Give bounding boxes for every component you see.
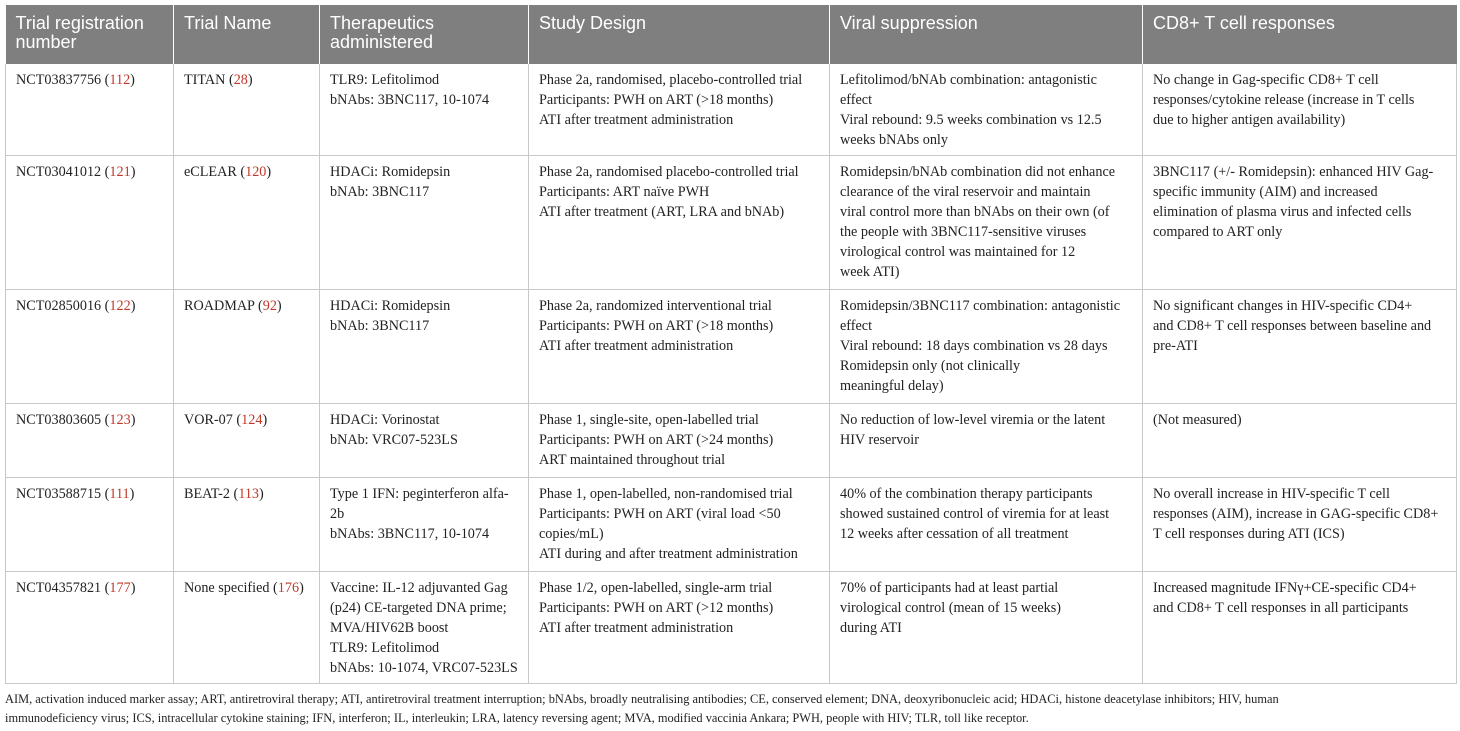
- reference-link[interactable]: 28: [233, 72, 248, 88]
- header-study-design: [529, 5, 830, 64]
- reference-link[interactable]: 122: [109, 298, 131, 314]
- trial-name: TITAN: [184, 72, 226, 88]
- cell-line: HDACi: Romidepsin: [330, 298, 451, 314]
- header-registration: [6, 5, 174, 64]
- cell-study-design: [529, 572, 830, 684]
- cell-cd8-responses: [1143, 290, 1457, 404]
- cell-line: Participants: PWH on ART (viral load <50: [539, 506, 781, 522]
- cell-line: Viral rebound: 18 days combination vs 28 days: [840, 338, 1108, 354]
- cell-viral-suppression: [830, 290, 1143, 404]
- cell-line: No significant changes in HIV-specific CD4+: [1153, 298, 1413, 314]
- cell-line: (Not measured): [1153, 412, 1242, 428]
- cell-therapeutics: [320, 290, 529, 404]
- registration-id: NCT03588715: [16, 486, 102, 502]
- reference-link[interactable]: 121: [109, 164, 131, 180]
- table-row: [6, 478, 1457, 572]
- cell-cd8-responses: [1143, 572, 1457, 684]
- cell-line: Phase 2a, randomized interventional trial: [539, 298, 772, 314]
- cell-cd8-responses: [1143, 64, 1457, 156]
- cell-viral-suppression: [830, 156, 1143, 290]
- cell-line: (p24) CE-targeted DNA prime;: [330, 600, 507, 616]
- cell-line: Participants: PWH on ART (>24 months): [539, 432, 774, 448]
- cell-line: Type 1 IFN: peginterferon alfa-: [330, 486, 509, 502]
- cell-line: ATI after treatment administration: [539, 112, 734, 128]
- cell-trial-name: eCLEAR (120): [174, 156, 320, 290]
- header-text: administered: [330, 32, 434, 52]
- cell-study-design: [529, 404, 830, 478]
- cell-line: Participants: PWH on ART (>18 months): [539, 318, 774, 334]
- cell-line: viral control more than bNAbs on their own (of: [840, 204, 1110, 220]
- cell-line: ATI after treatment (ART, LRA and bNAb): [539, 204, 785, 220]
- cell-line: effect: [840, 318, 873, 334]
- cell-line: Participants: ART naïve PWH: [539, 184, 710, 200]
- trial-table: [5, 5, 1457, 684]
- cell-line: and CD8+ T cell responses in all participants: [1153, 600, 1409, 616]
- cell-line: T cell responses during ATI (ICS): [1153, 526, 1345, 542]
- cell-therapeutics: [320, 404, 529, 478]
- cell-line: 70% of participants had at least partial: [840, 580, 1059, 596]
- trial-name: ROADMAP: [184, 298, 255, 314]
- header-text: Viral suppression: [840, 13, 978, 33]
- reference-link[interactable]: 113: [238, 486, 260, 502]
- cell-cd8-responses: [1143, 404, 1457, 478]
- cell-line: HDACi: Vorinostat: [330, 412, 440, 428]
- cell-line: weeks bNAbs only: [840, 132, 948, 148]
- cell-study-design: [529, 290, 830, 404]
- cell-line: MVA/HIV62B boost: [330, 620, 449, 636]
- header-text: Study Design: [539, 13, 647, 33]
- trial-table-container: [5, 5, 1456, 684]
- cell-line: TLR9: Lefitolimod: [330, 72, 440, 88]
- table-body: [6, 64, 1457, 684]
- cell-line: bNAb: VRC07-523LS: [330, 432, 458, 448]
- cell-line: during ATI: [840, 620, 902, 636]
- cell-line: Phase 1, open-labelled, non-randomised trial: [539, 486, 793, 502]
- reference-link[interactable]: 124: [241, 412, 263, 428]
- reference-link[interactable]: 92: [262, 298, 277, 314]
- cell-line: Phase 2a, randomised placebo-controlled trial: [539, 164, 799, 180]
- cell-line: 3BNC117 (+/- Romidepsin): enhanced HIV Gag-: [1153, 164, 1434, 180]
- table-row: [6, 572, 1457, 684]
- footnote-line: immunodeficiency virus; ICS, intracellular cytokine staining; IFN, interferon; IL, interleukin; LRA, latency reversing agent; MVA, modified vaccinia Ankara; PWH, people with HIV; TLR, toll like receptor.: [5, 711, 1029, 725]
- cell-line: Phase 2a, randomised, placebo-controlled trial: [539, 72, 803, 88]
- table-row: [6, 64, 1457, 156]
- cell-line: virological control was maintained for 12: [840, 244, 1076, 260]
- trial-name: None specified: [184, 580, 270, 596]
- cell-therapeutics: [320, 478, 529, 572]
- header-row: [6, 5, 1457, 64]
- cell-line: the people with 3BNC117-sensitive viruses: [840, 224, 1087, 240]
- cell-viral-suppression: [830, 478, 1143, 572]
- cell-registration: NCT04357821 (177): [6, 572, 174, 684]
- registration-id: NCT03041012: [16, 164, 102, 180]
- cell-trial-name: None specified (176): [174, 572, 320, 684]
- cell-line: pre-ATI: [1153, 338, 1198, 354]
- cell-line: responses (AIM), increase in GAG-specific CD8+: [1153, 506, 1439, 522]
- header-text: Therapeutics: [330, 13, 435, 33]
- cell-trial-name: VOR-07 (124): [174, 404, 320, 478]
- header-text: number: [15, 32, 77, 52]
- cell-line: 2b: [330, 506, 345, 522]
- cell-line: ATI after treatment administration: [539, 338, 734, 354]
- cell-line: bNAb: 3BNC117: [330, 318, 430, 334]
- table-row: [6, 156, 1457, 290]
- trial-name: BEAT-2: [184, 486, 230, 502]
- cell-viral-suppression: [830, 64, 1143, 156]
- cell-line: effect: [840, 92, 873, 108]
- header-trial-name: [174, 5, 320, 64]
- table-footnote: [5, 690, 1456, 728]
- cell-line: ART maintained throughout trial: [539, 452, 726, 468]
- cell-cd8-responses: [1143, 156, 1457, 290]
- cell-line: specific immunity (AIM) and increased: [1153, 184, 1378, 200]
- cell-therapeutics: [320, 156, 529, 290]
- cell-line: TLR9: Lefitolimod: [330, 640, 440, 656]
- cell-line: Increased magnitude IFNγ+CE-specific CD4+: [1153, 580, 1417, 596]
- reference-link[interactable]: 123: [109, 412, 131, 428]
- header-therapeutics: [320, 5, 529, 64]
- cell-line: Vaccine: IL-12 adjuvanted Gag: [330, 580, 508, 596]
- cell-line: bNAbs: 3BNC117, 10-1074: [330, 526, 490, 542]
- cell-line: showed sustained control of viremia for at least: [840, 506, 1110, 522]
- cell-line: due to higher antigen availability): [1153, 112, 1346, 128]
- cell-line: No change in Gag-specific CD8+ T cell: [1153, 72, 1379, 88]
- table-row: [6, 290, 1457, 404]
- registration-id: NCT03803605: [16, 412, 102, 428]
- header-text: CD8+ T cell responses: [1153, 13, 1335, 33]
- cell-line: elimination of plasma virus and infected cells: [1153, 204, 1412, 220]
- cell-line: Participants: PWH on ART (>18 months): [539, 92, 774, 108]
- cell-line: Participants: PWH on ART (>12 months): [539, 600, 774, 616]
- header-cd8-responses: [1143, 5, 1457, 64]
- cell-line: No overall increase in HIV-specific T cell: [1153, 486, 1390, 502]
- cell-registration: NCT03041012 (121): [6, 156, 174, 290]
- reference-link[interactable]: 177: [109, 580, 131, 596]
- cell-study-design: [529, 478, 830, 572]
- registration-id: NCT02850016: [16, 298, 102, 314]
- reference-link[interactable]: 111: [109, 486, 130, 502]
- cell-line: copies/mL): [539, 526, 604, 542]
- header-text: Trial registration: [15, 13, 144, 33]
- cell-line: Romidepsin/3BNC117 combination: antagonistic: [840, 298, 1121, 314]
- table-header: [6, 5, 1457, 64]
- cell-registration: NCT02850016 (122): [6, 290, 174, 404]
- cell-line: and CD8+ T cell responses between baseline and: [1153, 318, 1432, 334]
- cell-viral-suppression: [830, 572, 1143, 684]
- cell-therapeutics: [320, 572, 529, 684]
- cell-line: Phase 1/2, open-labelled, single-arm trial: [539, 580, 773, 596]
- header-text: Trial Name: [184, 13, 272, 33]
- registration-id: NCT04357821: [16, 580, 102, 596]
- cell-line: bNAbs: 3BNC117, 10-1074: [330, 92, 490, 108]
- cell-viral-suppression: [830, 404, 1143, 478]
- cell-line: Romidepsin only (not clinically: [840, 358, 1021, 374]
- cell-line: HIV reservoir: [840, 432, 919, 448]
- cell-line: meaningful delay): [840, 378, 944, 394]
- cell-line: Viral rebound: 9.5 weeks combination vs 12.5: [840, 112, 1102, 128]
- trial-name: VOR-07: [184, 412, 233, 428]
- cell-line: ATI during and after treatment administration: [539, 546, 798, 562]
- cell-registration: NCT03837756 (112): [6, 64, 174, 156]
- cell-line: 12 weeks after cessation of all treatment: [840, 526, 1069, 542]
- cell-therapeutics: [320, 64, 529, 156]
- registration-id: NCT03837756: [16, 72, 102, 88]
- cell-line: virological control (mean of 15 weeks): [840, 600, 1062, 616]
- cell-line: compared to ART only: [1153, 224, 1283, 240]
- cell-trial-name: TITAN (28): [174, 64, 320, 156]
- cell-line: bNAb: 3BNC117: [330, 184, 430, 200]
- cell-trial-name: ROADMAP (92): [174, 290, 320, 404]
- cell-line: HDACi: Romidepsin: [330, 164, 451, 180]
- cell-line: week ATI): [840, 264, 900, 280]
- cell-registration: NCT03588715 (111): [6, 478, 174, 572]
- table-row: [6, 404, 1457, 478]
- cell-study-design: [529, 156, 830, 290]
- cell-cd8-responses: [1143, 478, 1457, 572]
- reference-link[interactable]: 120: [245, 164, 267, 180]
- cell-line: No reduction of low-level viremia or the latent: [840, 412, 1106, 428]
- footnote-line: AIM, activation induced marker assay; ART, antiretroviral therapy; ATI, antiretroviral treatment interruption; bNAbs, broadly neutralising antibodies; CE, conserved element; DNA, deoxyribonucleic acid; HDACi, histone deacetylase inhibitors; HIV, human: [5, 692, 1279, 706]
- reference-link[interactable]: 112: [109, 72, 131, 88]
- cell-trial-name: BEAT-2 (113): [174, 478, 320, 572]
- cell-line: bNAbs: 10-1074, VRC07-523LS: [330, 660, 518, 676]
- cell-line: 40% of the combination therapy participants: [840, 486, 1093, 502]
- cell-line: Phase 1, single-site, open-labelled trial: [539, 412, 759, 428]
- cell-line: ATI after treatment administration: [539, 620, 734, 636]
- cell-line: responses/cytokine release (increase in T cells: [1153, 92, 1415, 108]
- cell-study-design: [529, 64, 830, 156]
- cell-registration: NCT03803605 (123): [6, 404, 174, 478]
- cell-line: Lefitolimod/bNAb combination: antagonistic: [840, 72, 1097, 88]
- trial-name: eCLEAR: [184, 164, 237, 180]
- cell-line: Romidepsin/bNAb combination did not enhance: [840, 164, 1116, 180]
- reference-link[interactable]: 176: [277, 580, 300, 596]
- header-viral-suppression: [830, 5, 1143, 64]
- cell-line: clearance of the viral reservoir and maintain: [840, 184, 1091, 200]
